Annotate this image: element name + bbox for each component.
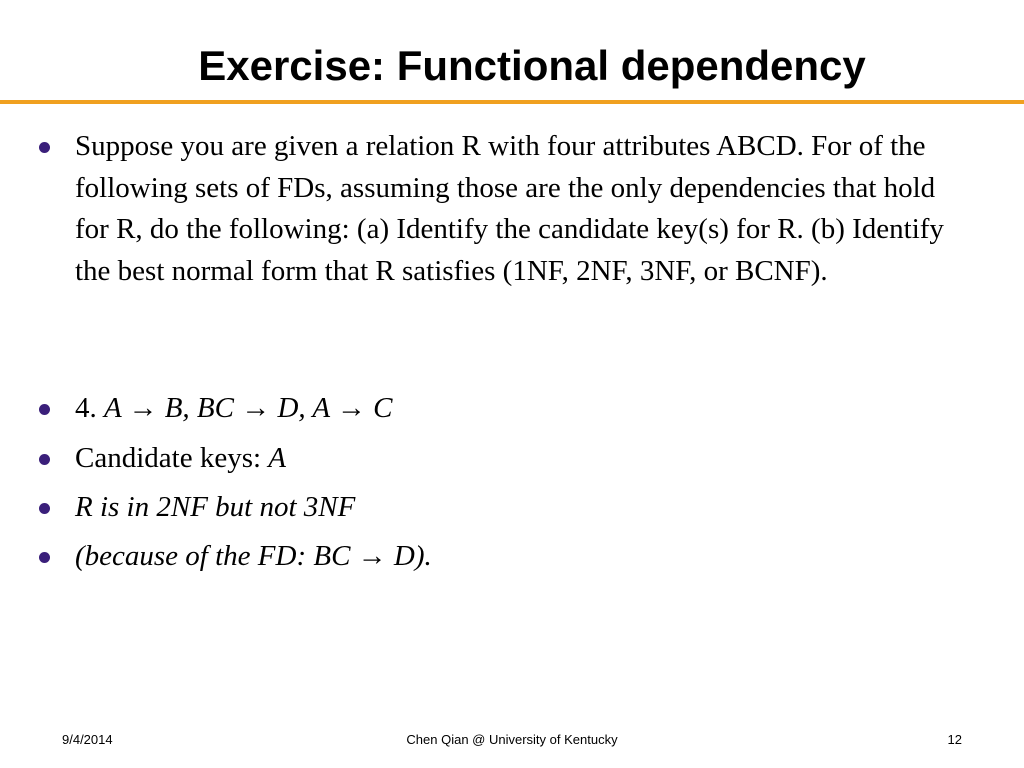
- bullet-prefix: 4.: [75, 392, 104, 424]
- bullet-dot-icon: [39, 454, 50, 465]
- bullet-item: [75, 126, 955, 292]
- bullet-text: R is in 2NF but not 3NF: [75, 491, 356, 523]
- bullet-dot-icon: [39, 404, 50, 415]
- bullet-item: [75, 388, 955, 430]
- functional-dependencies: A → B, BC → D, A → C: [104, 392, 393, 424]
- bullet-item: [75, 536, 955, 578]
- candidate-key: A: [268, 442, 287, 474]
- bullet-prefix: Candidate keys:: [75, 442, 269, 474]
- bullet-item: [75, 438, 955, 480]
- page-number: 12: [947, 732, 962, 747]
- bullet-item: [75, 487, 955, 529]
- bullet-text: Suppose you are given a relation R with four attributes ABCD. For of the following sets of FDs, assuming those are the only dependencies that hold for R, do the following: (a) Identify the candidate key(s) for R. (b) Identify the best normal form that R satisfies (1NF, 2NF, 3NF, or BCNF).: [75, 130, 944, 287]
- bullet-dot-icon: [39, 142, 50, 153]
- slide-title: Exercise: Functional dependency: [198, 42, 866, 89]
- bullet-text: (because of the FD: BC → D).: [75, 540, 432, 572]
- bullet-dot-icon: [39, 552, 50, 563]
- footer-author: Chen Qian @ University of Kentucky: [406, 732, 618, 747]
- bullet-dot-icon: [39, 503, 50, 514]
- footer-date: 9/4/2014: [62, 732, 113, 747]
